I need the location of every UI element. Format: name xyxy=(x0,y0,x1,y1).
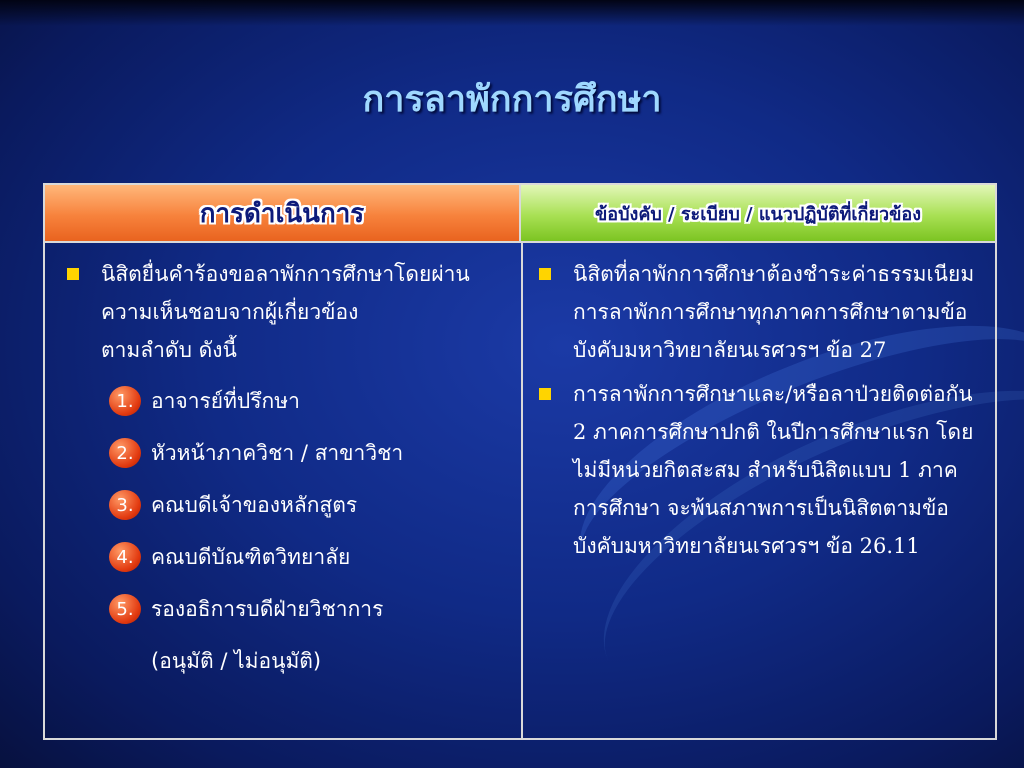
step-number-badge: 5. xyxy=(109,594,141,624)
step-text: อาจารย์ที่ปรึกษา xyxy=(151,388,300,413)
approval-note-row xyxy=(63,635,507,687)
step-text: คณบดีบัณฑิตวิทยาลัย xyxy=(151,544,351,569)
regulations-cell xyxy=(523,243,995,571)
procedure-table xyxy=(43,183,997,740)
procedure-bullet-text: นิสิตยื่นคำร้องขอลาพักการศึกษาโดยผ่านความเห็นชอบจากผู้เกี่ยวข้อง xyxy=(101,262,470,324)
regulation-bullet-text: การลาพักการศึกษาและ/หรือลาป่วยติดต่อกัน 2 ภาคการศึกษาปกติ ในปีการศึกษาแรก โดยไม่มีหน่วยกิตสะสม สำหรับนิสิตแบบ 1 ภาคการศึกษา จะพ้นสภาพการเป็นนิสิตตามข้อบังคับมหาวิทยาลัยนเรศวรฯ ข้อ 26.11 xyxy=(573,382,974,558)
step-number-badge: 3. xyxy=(109,490,141,520)
approval-step xyxy=(63,375,507,427)
header-regulations xyxy=(521,185,995,241)
approval-step xyxy=(63,479,507,531)
procedure-bullet-tail: ตามลำดับ ดังนี้ xyxy=(101,338,237,362)
procedure-bullet xyxy=(63,255,507,369)
header-regulations-label: ข้อบังคับ / ระเบียบ / แนวปฏิบัติที่เกี่ยวข้อง xyxy=(594,203,921,225)
approval-step xyxy=(63,583,507,635)
regulation-bullet xyxy=(535,255,981,369)
approval-note: (อนุมัติ / ไม่อนุมัติ) xyxy=(151,648,322,673)
regulation-bullet-text: นิสิตที่ลาพักการศึกษาต้องชำระค่าธรรมเนียมการลาพักการศึกษาทุกภาคการศึกษาตามข้อบังคับมหาวิทยาลัยนเรศวรฯ ข้อ 27 xyxy=(573,262,975,362)
step-text: หัวหน้าภาควิชา / สาขาวิชา xyxy=(151,440,404,465)
header-procedure xyxy=(45,185,521,241)
step-number-badge: 4. xyxy=(109,542,141,572)
bullet-square-icon xyxy=(67,268,79,280)
approval-step xyxy=(63,427,507,479)
procedure-cell xyxy=(45,243,521,687)
step-number-badge: 1. xyxy=(109,386,141,416)
approval-steps xyxy=(63,375,507,687)
step-number-badge: 2. xyxy=(109,438,141,468)
header-procedure-label: การดำเนินการ xyxy=(199,198,365,229)
step-text: คณบดีเจ้าของหลักสูตร xyxy=(151,492,358,517)
top-shadow-band xyxy=(0,0,1024,26)
step-text: รองอธิการบดีฝ่ายวิชาการ xyxy=(151,596,384,621)
bullet-square-icon xyxy=(539,388,551,400)
slide-title: การลาพักการศึกษา xyxy=(362,78,662,120)
bullet-square-icon xyxy=(539,268,551,280)
regulation-bullet xyxy=(535,375,981,565)
approval-step xyxy=(63,531,507,583)
